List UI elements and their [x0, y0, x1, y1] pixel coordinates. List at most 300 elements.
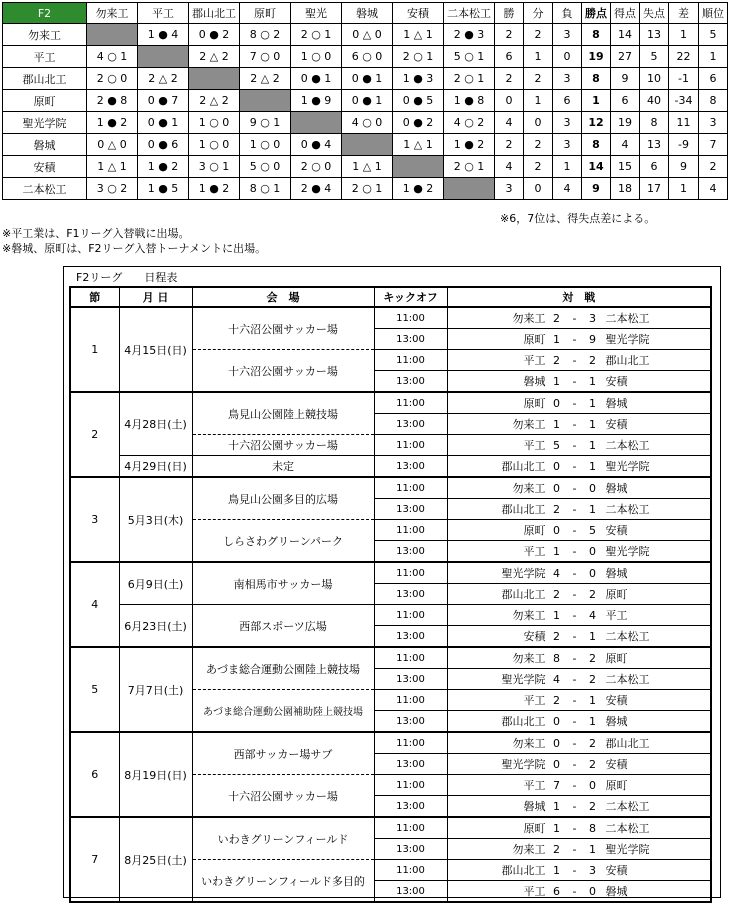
result-cell: 0 ● 1: [138, 112, 189, 134]
points-cell: 19: [582, 46, 611, 68]
rank-cell: 7: [699, 134, 728, 156]
goals-for-cell: 14: [611, 24, 640, 46]
score-dash: -: [572, 587, 577, 601]
goals-against-cell: 40: [640, 90, 669, 112]
home-team: 聖光学院: [501, 567, 546, 580]
away-team: 二本松工: [605, 822, 650, 835]
match-line: [448, 414, 711, 434]
result-cell: 1 ○ 0: [291, 46, 342, 68]
away-score: 2: [589, 736, 596, 750]
score-dash: -: [572, 799, 577, 813]
match-result: [447, 839, 711, 860]
result-cell: 6 ○ 0: [342, 46, 393, 68]
home-score: 0: [553, 481, 560, 495]
goals-for-cell: 19: [611, 112, 640, 134]
result-cell: 1 ● 5: [138, 178, 189, 200]
match-result: [447, 435, 711, 456]
kickoff-time: 13:00: [374, 626, 447, 648]
match-date: 4月28日(土): [119, 392, 192, 456]
score-dash: -: [572, 714, 577, 728]
schedule-row: [70, 562, 711, 584]
losses-cell: 3: [553, 134, 582, 156]
home-team: 郡山北工: [501, 715, 546, 728]
points-cell: 8: [582, 68, 611, 90]
col-header: 郡山北工: [189, 3, 240, 24]
self-match-cell: [393, 156, 444, 178]
match-line: [448, 754, 711, 774]
col-header-wins: 勝: [495, 3, 524, 24]
away-team: 磐城: [605, 397, 628, 410]
score-dash: -: [572, 693, 577, 707]
result-cell: 3 ○ 1: [189, 156, 240, 178]
kickoff-time: 11:00: [374, 732, 447, 754]
match-line: [448, 605, 711, 625]
goal-diff-cell: 11: [669, 112, 699, 134]
home-team: 聖光学院: [501, 673, 546, 686]
col-header: 原町: [240, 3, 291, 24]
wins-cell: 2: [495, 134, 524, 156]
result-cell: 2 ● 8: [87, 90, 138, 112]
league-label: F2: [3, 3, 87, 24]
home-score: 4: [553, 672, 560, 686]
standings-row: [3, 90, 728, 112]
home-score: 2: [553, 629, 560, 643]
away-team: 二本松工: [605, 439, 650, 452]
home-score: 1: [553, 799, 560, 813]
score-dash: -: [572, 629, 577, 643]
result-cell: 5 ○ 1: [444, 46, 495, 68]
col-header-draws: 分: [524, 3, 553, 24]
away-team: 聖光学院: [605, 545, 650, 558]
section-number: 7: [70, 817, 119, 902]
venue: あづま総合運動公園陸上競技場: [192, 647, 374, 690]
draws-cell: 1: [524, 46, 553, 68]
match-result: [447, 860, 711, 881]
home-team: 原町: [523, 822, 546, 835]
venue: 南相馬市サッカー場: [192, 562, 374, 605]
team-name: 郡山北工: [3, 68, 87, 90]
result-cell: 0 ● 4: [291, 134, 342, 156]
match-result: [447, 690, 711, 711]
schedule-row: [70, 817, 711, 839]
team-name: 磐城: [3, 134, 87, 156]
result-cell: 0 ● 5: [393, 90, 444, 112]
away-team: 安積: [605, 758, 628, 771]
match-result: [447, 669, 711, 690]
schedule-row: [70, 392, 711, 414]
schedule-col-section: 節: [70, 287, 119, 307]
kickoff-time: 13:00: [374, 669, 447, 690]
losses-cell: 0: [553, 46, 582, 68]
score-dash: -: [572, 523, 577, 537]
rank-cell: 4: [699, 178, 728, 200]
away-score: 1: [589, 629, 596, 643]
match-line: [448, 648, 711, 668]
result-cell: 0 ● 2: [393, 112, 444, 134]
wins-cell: 4: [495, 112, 524, 134]
match-line: [448, 860, 711, 880]
section-number: 6: [70, 732, 119, 817]
col-header-points: 勝点: [582, 3, 611, 24]
away-team: 磐城: [605, 567, 628, 580]
kickoff-time: 11:00: [374, 860, 447, 881]
result-cell: 1 △ 1: [393, 134, 444, 156]
match-line: [448, 839, 711, 859]
home-team: 勿来工: [512, 737, 546, 750]
self-match-cell: [189, 68, 240, 90]
away-team: 二本松工: [605, 800, 650, 813]
standings-row: [3, 46, 728, 68]
goals-for-cell: 18: [611, 178, 640, 200]
result-cell: 0 ● 6: [138, 134, 189, 156]
home-team: 勿来工: [512, 418, 546, 431]
result-cell: 0 ● 1: [342, 90, 393, 112]
result-cell: 2 ○ 1: [444, 68, 495, 90]
note-1: ※平工業は、F1リーグ入替戦に出場。: [2, 227, 190, 240]
result-cell: 1 ● 2: [87, 112, 138, 134]
venue: 十六沼公園サッカー場: [192, 307, 374, 350]
home-score: 1: [553, 821, 560, 835]
result-cell: 4 ○ 2: [444, 112, 495, 134]
goal-diff-cell: 9: [669, 156, 699, 178]
venue: 十六沼公園サッカー場: [192, 350, 374, 393]
rank-cell: 2: [699, 156, 728, 178]
kickoff-time: 11:00: [374, 307, 447, 329]
match-result: [447, 626, 711, 648]
section-number: 5: [70, 647, 119, 732]
goals-against-cell: 10: [640, 68, 669, 90]
team-name: 聖光学院: [3, 112, 87, 134]
away-team: 郡山北工: [605, 354, 650, 367]
schedule-row: [70, 647, 711, 669]
kickoff-time: 13:00: [374, 414, 447, 435]
section-number: 1: [70, 307, 119, 392]
match-line: [448, 350, 711, 370]
venue: 西部サッカー場サブ: [192, 732, 374, 775]
goals-against-cell: 13: [640, 134, 669, 156]
away-team: 郡山北工: [605, 737, 650, 750]
score-dash: -: [572, 884, 577, 898]
home-score: 0: [553, 714, 560, 728]
away-score: 9: [589, 332, 596, 346]
standings-table: [2, 2, 728, 200]
self-match-cell: [87, 24, 138, 46]
match-result: [447, 647, 711, 669]
match-result: [447, 499, 711, 520]
standings-row: [3, 156, 728, 178]
result-cell: 9 ○ 1: [240, 112, 291, 134]
kickoff-time: 11:00: [374, 775, 447, 796]
col-header: 安積: [393, 3, 444, 24]
result-cell: 4 ○ 1: [87, 46, 138, 68]
standings-header-row: [3, 3, 728, 24]
goals-against-cell: 5: [640, 46, 669, 68]
score-dash: -: [572, 374, 577, 388]
losses-cell: 3: [553, 24, 582, 46]
home-score: 2: [553, 693, 560, 707]
score-dash: -: [572, 778, 577, 792]
away-score: 1: [589, 396, 596, 410]
kickoff-time: 11:00: [374, 477, 447, 499]
home-score: 1: [553, 417, 560, 431]
home-score: 2: [553, 502, 560, 516]
match-line: [448, 796, 711, 816]
match-line: [448, 584, 711, 604]
losses-cell: 4: [553, 178, 582, 200]
schedule-row: [70, 732, 711, 754]
match-line: [448, 711, 711, 731]
match-line: [448, 775, 711, 795]
match-result: [447, 562, 711, 584]
note-2: ※磐城、原町は、F2リーグ入替トーナメントに出場。: [2, 242, 267, 255]
col-header: 二本松工: [444, 3, 495, 24]
match-result: [447, 584, 711, 605]
away-score: 0: [589, 566, 596, 580]
home-score: 8: [553, 651, 560, 665]
col-header-goals-for: 得点: [611, 3, 640, 24]
match-result: [447, 881, 711, 903]
match-line: [448, 435, 711, 455]
match-result: [447, 817, 711, 839]
result-cell: 0 △ 0: [87, 134, 138, 156]
home-score: 1: [553, 608, 560, 622]
goal-diff-cell: -34: [669, 90, 699, 112]
result-cell: 2 ○ 0: [87, 68, 138, 90]
standings-row: [3, 68, 728, 90]
score-dash: -: [572, 544, 577, 558]
kickoff-time: 13:00: [374, 371, 447, 393]
result-cell: 8 ○ 1: [240, 178, 291, 200]
venue: 未定: [192, 456, 374, 478]
home-score: 1: [553, 332, 560, 346]
goal-diff-cell: 22: [669, 46, 699, 68]
away-team: 聖光学院: [605, 333, 650, 346]
draws-cell: 1: [524, 90, 553, 112]
away-score: 2: [589, 757, 596, 771]
venue: 十六沼公園サッカー場: [192, 435, 374, 456]
schedule-caption: F2リーグ 日程表: [76, 271, 178, 284]
result-cell: 2 ○ 1: [444, 156, 495, 178]
match-date: 5月3日(木): [119, 477, 192, 562]
losses-cell: 3: [553, 112, 582, 134]
venue: あづま総合運動公園補助陸上競技場: [192, 690, 374, 733]
points-cell: 9: [582, 178, 611, 200]
match-result: [447, 307, 711, 329]
result-cell: 1 ● 2: [138, 156, 189, 178]
kickoff-time: 13:00: [374, 711, 447, 733]
venue: しらさわグリーンパーク: [192, 520, 374, 563]
kickoff-time: 11:00: [374, 435, 447, 456]
draws-cell: 2: [524, 68, 553, 90]
score-dash: -: [572, 651, 577, 665]
away-team: 平工: [605, 609, 628, 622]
away-team: 安積: [605, 375, 628, 388]
self-match-cell: [291, 112, 342, 134]
col-header-losses: 負: [553, 3, 582, 24]
match-line: [448, 393, 711, 413]
away-score: 2: [589, 799, 596, 813]
section-number: 3: [70, 477, 119, 562]
score-dash: -: [572, 736, 577, 750]
draws-cell: 0: [524, 178, 553, 200]
match-date: 8月25日(土): [119, 817, 192, 902]
losses-cell: 3: [553, 68, 582, 90]
result-cell: 1 ● 8: [444, 90, 495, 112]
result-cell: 0 ● 1: [291, 68, 342, 90]
home-team: 郡山北工: [501, 588, 546, 601]
self-match-cell: [138, 46, 189, 68]
away-team: 原町: [605, 588, 628, 601]
match-date: 7月7日(土): [119, 647, 192, 732]
away-score: 0: [589, 544, 596, 558]
col-header-goals-against: 失点: [640, 3, 669, 24]
points-cell: 1: [582, 90, 611, 112]
result-cell: 0 ● 2: [189, 24, 240, 46]
home-team: 平工: [523, 694, 546, 707]
col-header: 勿来工: [87, 3, 138, 24]
kickoff-time: 11:00: [374, 690, 447, 711]
score-dash: -: [572, 438, 577, 452]
score-dash: -: [572, 353, 577, 367]
match-result: [447, 520, 711, 541]
match-line: [448, 690, 711, 710]
away-team: 聖光学院: [605, 843, 650, 856]
match-result: [447, 732, 711, 754]
match-line: [448, 541, 711, 561]
home-score: 2: [553, 842, 560, 856]
home-team: 平工: [523, 885, 546, 898]
result-cell: 2 △ 2: [138, 68, 189, 90]
goals-for-cell: 15: [611, 156, 640, 178]
score-dash: -: [572, 459, 577, 473]
schedule-row: [70, 477, 711, 499]
match-line: [448, 626, 711, 646]
schedule-row: [70, 307, 711, 329]
home-team: 郡山北工: [501, 460, 546, 473]
home-score: 4: [553, 566, 560, 580]
schedule-row: [70, 456, 711, 478]
result-cell: 2 ● 3: [444, 24, 495, 46]
match-line: [448, 818, 711, 838]
schedule-col-kickoff: キックオフ: [374, 287, 447, 307]
section-number: 4: [70, 562, 119, 647]
points-cell: 8: [582, 134, 611, 156]
home-team: 平工: [523, 545, 546, 558]
team-name: 二本松工: [3, 178, 87, 200]
goals-for-cell: 4: [611, 134, 640, 156]
result-cell: 2 ○ 0: [291, 156, 342, 178]
kickoff-time: 11:00: [374, 562, 447, 584]
home-team: 安積: [523, 630, 546, 643]
kickoff-time: 11:00: [374, 392, 447, 414]
goal-diff-cell: 1: [669, 24, 699, 46]
match-line: [448, 881, 711, 901]
result-cell: 1 △ 1: [393, 24, 444, 46]
match-line: [448, 669, 711, 689]
standings-row: [3, 178, 728, 200]
away-team: 二本松工: [605, 503, 650, 516]
score-dash: -: [572, 417, 577, 431]
score-dash: -: [572, 311, 577, 325]
goals-against-cell: 17: [640, 178, 669, 200]
match-result: [447, 754, 711, 775]
venue: いわきグリーンフィールド多目的: [192, 860, 374, 903]
away-score: 1: [589, 842, 596, 856]
tiebreak-note: ※6，7位は、得失点差による。: [500, 212, 656, 225]
result-cell: 7 ○ 0: [240, 46, 291, 68]
col-header: 聖光: [291, 3, 342, 24]
venue: いわきグリーンフィールド: [192, 817, 374, 860]
match-result: [447, 775, 711, 796]
home-team: 勿来工: [512, 843, 546, 856]
draws-cell: 2: [524, 134, 553, 156]
home-team: 磐城: [523, 800, 546, 813]
home-score: 0: [553, 736, 560, 750]
losses-cell: 6: [553, 90, 582, 112]
match-result: [447, 456, 711, 478]
match-date: 8月19日(日): [119, 732, 192, 817]
match-result: [447, 796, 711, 818]
match-result: [447, 329, 711, 350]
goal-diff-cell: -9: [669, 134, 699, 156]
away-score: 1: [589, 714, 596, 728]
kickoff-time: 13:00: [374, 796, 447, 818]
score-dash: -: [572, 566, 577, 580]
wins-cell: 0: [495, 90, 524, 112]
away-score: 1: [589, 459, 596, 473]
match-line: [448, 371, 711, 391]
away-team: 安積: [605, 524, 628, 537]
goals-for-cell: 9: [611, 68, 640, 90]
kickoff-time: 13:00: [374, 584, 447, 605]
score-dash: -: [572, 332, 577, 346]
away-team: 原町: [605, 779, 628, 792]
points-cell: 12: [582, 112, 611, 134]
away-score: 0: [589, 884, 596, 898]
result-cell: 0 ● 7: [138, 90, 189, 112]
score-dash: -: [572, 396, 577, 410]
away-team: 磐城: [605, 885, 628, 898]
score-dash: -: [572, 863, 577, 877]
result-cell: 0 △ 0: [342, 24, 393, 46]
home-score: 0: [553, 757, 560, 771]
home-score: 6: [553, 884, 560, 898]
match-line: [448, 563, 711, 583]
kickoff-time: 11:00: [374, 817, 447, 839]
match-line: [448, 478, 711, 498]
away-score: 1: [589, 438, 596, 452]
kickoff-time: 13:00: [374, 499, 447, 520]
away-score: 3: [589, 311, 596, 325]
self-match-cell: [240, 90, 291, 112]
home-score: 2: [553, 353, 560, 367]
goals-against-cell: 8: [640, 112, 669, 134]
home-score: 1: [553, 544, 560, 558]
home-team: 勿来工: [512, 482, 546, 495]
result-cell: 2 △ 2: [240, 68, 291, 90]
result-cell: 0 ● 1: [342, 68, 393, 90]
result-cell: 1 ● 2: [444, 134, 495, 156]
venue: 十六沼公園サッカー場: [192, 775, 374, 818]
away-score: 0: [589, 778, 596, 792]
match-line: [448, 329, 711, 349]
away-score: 3: [589, 863, 596, 877]
points-cell: 8: [582, 24, 611, 46]
match-result: [447, 414, 711, 435]
self-match-cell: [444, 178, 495, 200]
losses-cell: 1: [553, 156, 582, 178]
away-score: 1: [589, 417, 596, 431]
